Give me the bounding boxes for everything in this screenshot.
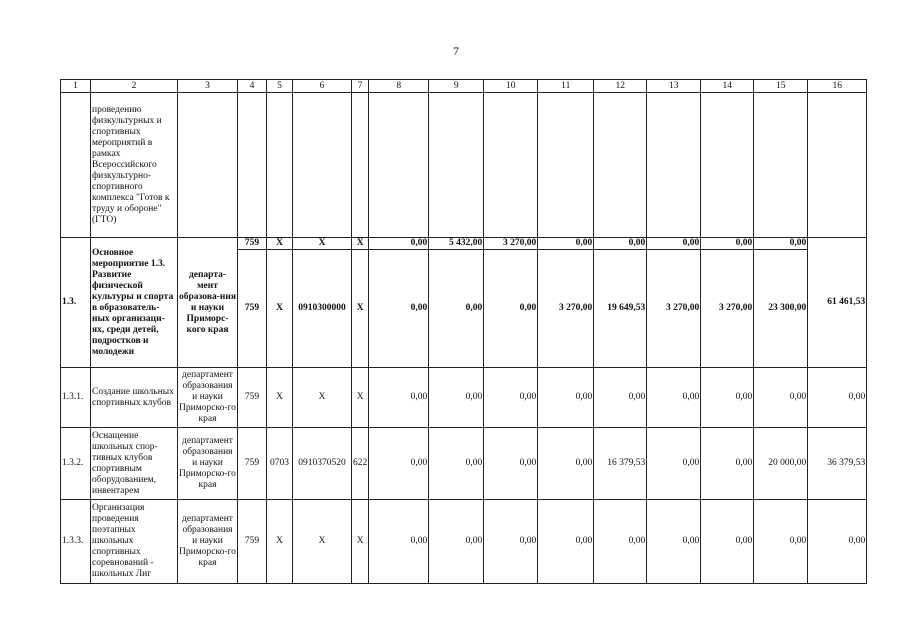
name-cell: Оснащение школьных спор-тивных клубов спортивным оборудованием, инвентарем bbox=[91, 428, 178, 500]
total-cell: 0,00 bbox=[808, 368, 867, 428]
value-cell: 0,00 bbox=[647, 428, 701, 500]
budget-table bbox=[60, 79, 867, 584]
header-cell: 2 bbox=[91, 80, 178, 93]
empty-cell bbox=[808, 93, 867, 238]
value-cell: 0,00 bbox=[647, 238, 701, 250]
value-cell: X bbox=[293, 238, 352, 250]
header-cell: 14 bbox=[701, 80, 754, 93]
header-cell: 10 bbox=[484, 80, 538, 93]
code-cell: 1.3.3. bbox=[61, 500, 91, 584]
table-row bbox=[61, 93, 867, 238]
value-cell: 0910300000 bbox=[293, 250, 352, 368]
value-cell: 0,00 bbox=[369, 368, 429, 428]
value-cell: X bbox=[352, 368, 369, 428]
value-cell: 0,00 bbox=[369, 250, 429, 368]
empty-cell bbox=[352, 93, 369, 238]
value-cell: X bbox=[352, 238, 369, 250]
value-cell: 20 000,00 bbox=[754, 428, 808, 500]
value-cell: 0,00 bbox=[369, 428, 429, 500]
dept-cell: департамент образования и науки Приморско-го края bbox=[178, 500, 238, 584]
value-cell: 0,00 bbox=[369, 500, 429, 584]
header-cell: 1 bbox=[61, 80, 91, 93]
value-cell: 759 bbox=[238, 500, 267, 584]
empty-cell bbox=[369, 93, 429, 238]
value-cell: 0,00 bbox=[594, 368, 647, 428]
dept-cell: департамент образования и науки Приморско-го края bbox=[178, 428, 238, 500]
value-cell: 0,00 bbox=[754, 238, 808, 250]
value-cell: 0,00 bbox=[754, 368, 808, 428]
table-row bbox=[61, 428, 867, 500]
value-cell: 3 270,00 bbox=[484, 238, 538, 250]
empty-cell bbox=[538, 93, 594, 238]
value-cell: 0,00 bbox=[647, 500, 701, 584]
code-cell: 1.3.1. bbox=[61, 368, 91, 428]
dept-cell: департа-мент образова-ния и науки Приморс-кого края bbox=[178, 238, 238, 368]
value-cell: 0,00 bbox=[538, 368, 594, 428]
value-cell: 0,00 bbox=[429, 368, 484, 428]
value-cell: 0,00 bbox=[538, 500, 594, 584]
value-cell: 0,00 bbox=[484, 500, 538, 584]
value-cell: 0,00 bbox=[484, 250, 538, 368]
value-cell: 0910370520 bbox=[293, 428, 352, 500]
empty-cell bbox=[238, 93, 267, 238]
value-cell: 759 bbox=[238, 250, 267, 368]
value-cell: 3 270,00 bbox=[538, 250, 594, 368]
value-cell: 16 379,53 bbox=[594, 428, 647, 500]
value-cell: 0,00 bbox=[701, 428, 754, 500]
value-cell: 759 bbox=[238, 368, 267, 428]
value-cell: 0,00 bbox=[484, 368, 538, 428]
name-cell: Организация проведения поэтапных школьных спортивных соревнований - школьных Лиг bbox=[91, 500, 178, 584]
total-cell: 36 379,53 bbox=[808, 428, 867, 500]
header-cell: 7 bbox=[352, 80, 369, 93]
header-cell: 8 bbox=[369, 80, 429, 93]
empty-cell bbox=[647, 93, 701, 238]
empty-cell bbox=[178, 93, 238, 238]
code-cell bbox=[61, 93, 91, 238]
value-cell: 622 bbox=[352, 428, 369, 500]
value-cell: 5 432,00 bbox=[429, 238, 484, 250]
table-row bbox=[61, 238, 867, 250]
value-cell: 23 300,00 bbox=[754, 250, 808, 368]
value-cell: 0,00 bbox=[701, 368, 754, 428]
value-cell: 0,00 bbox=[701, 238, 754, 250]
value-cell: 759 bbox=[238, 238, 267, 250]
table-row bbox=[61, 500, 867, 584]
header-cell: 13 bbox=[647, 80, 701, 93]
header-cell: 16 bbox=[808, 80, 867, 93]
value-cell: X bbox=[267, 500, 293, 584]
empty-cell bbox=[293, 93, 352, 238]
value-cell: 0,00 bbox=[369, 238, 429, 250]
value-cell: 0,00 bbox=[701, 500, 754, 584]
header-cell: 6 bbox=[293, 80, 352, 93]
value-cell: X bbox=[352, 250, 369, 368]
header-cell: 5 bbox=[267, 80, 293, 93]
value-cell: 19 649,53 bbox=[594, 250, 647, 368]
value-cell: 0,00 bbox=[594, 500, 647, 584]
empty-cell bbox=[594, 93, 647, 238]
value-cell: 3 270,00 bbox=[647, 250, 701, 368]
value-cell: 3 270,00 bbox=[701, 250, 754, 368]
header-cell: 9 bbox=[429, 80, 484, 93]
value-cell: 0,00 bbox=[429, 250, 484, 368]
value-cell: 0,00 bbox=[429, 500, 484, 584]
value-cell: 0,00 bbox=[538, 238, 594, 250]
name-cell: проведению физкультурных и спортивных мероприятий в рамках Всероссийского физкультурно-спортивного комплекса "Готов к труду и обороне" (ГТО) bbox=[91, 93, 178, 238]
value-cell: 0,00 bbox=[754, 500, 808, 584]
empty-cell bbox=[484, 93, 538, 238]
header-cell: 4 bbox=[238, 80, 267, 93]
total-cell: 61 461,53 bbox=[808, 238, 867, 368]
value-cell: 0,00 bbox=[484, 428, 538, 500]
empty-cell bbox=[267, 93, 293, 238]
empty-cell bbox=[754, 93, 808, 238]
value-cell: X bbox=[352, 500, 369, 584]
value-cell: 0,00 bbox=[594, 238, 647, 250]
total-cell: 0,00 bbox=[808, 500, 867, 584]
value-cell: 759 bbox=[238, 428, 267, 500]
value-cell: 0,00 bbox=[429, 428, 484, 500]
header-row bbox=[61, 80, 867, 93]
value-cell: 0,00 bbox=[538, 428, 594, 500]
value-cell: 0,00 bbox=[647, 368, 701, 428]
value-cell: X bbox=[293, 500, 352, 584]
empty-cell bbox=[429, 93, 484, 238]
name-cell: Создание школьных спортивных клубов bbox=[91, 368, 178, 428]
value-cell: X bbox=[267, 250, 293, 368]
code-cell: 1.3. bbox=[61, 238, 91, 368]
header-cell: 11 bbox=[538, 80, 594, 93]
header-cell: 3 bbox=[178, 80, 238, 93]
value-cell: 0703 bbox=[267, 428, 293, 500]
table-row bbox=[61, 368, 867, 428]
header-cell: 12 bbox=[594, 80, 647, 93]
value-cell: X bbox=[293, 368, 352, 428]
code-cell: 1.3.2. bbox=[61, 428, 91, 500]
header-cell: 15 bbox=[754, 80, 808, 93]
page-number: 7 bbox=[453, 44, 459, 58]
empty-cell bbox=[701, 93, 754, 238]
dept-cell: департамент образования и науки Приморско-го края bbox=[178, 368, 238, 428]
value-cell: X bbox=[267, 238, 293, 250]
value-cell: X bbox=[267, 368, 293, 428]
name-cell: Основное мероприятие 1.3. Развитие физической культуры и спорта в образователь-ных организаци-ях, среди детей, подростков и молодежи bbox=[91, 238, 178, 368]
